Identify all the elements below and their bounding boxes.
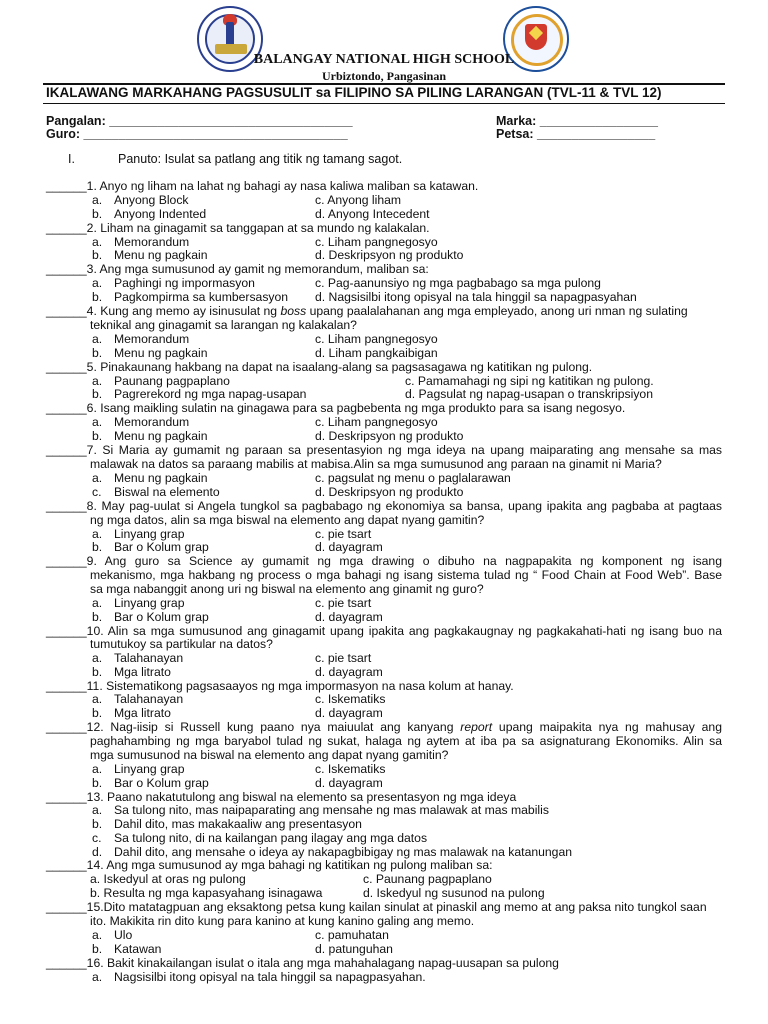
q15-option-a: Ulo bbox=[114, 928, 133, 942]
q1-option-d: d. Anyong Intecedent bbox=[315, 207, 430, 221]
q1-option-b: Anyong Indented bbox=[114, 207, 207, 221]
q3-option-c: c. Pag-aanunsiyo ng mga pagbabago sa mga pulong bbox=[315, 276, 601, 290]
q9-option-b-letter: b. bbox=[92, 610, 103, 624]
q14-option-b: b. Resulta ng mga kapasyahang isinagawa bbox=[90, 886, 323, 900]
teacher-field[interactable]: Guro: ______________________________________ bbox=[46, 127, 348, 141]
question-4-continued: teknikal ang ginagamit sa larangan ng kalakalan? bbox=[90, 318, 357, 332]
q9-option-c: c. pie tsart bbox=[315, 596, 372, 610]
question-3: ______3. Ang mga sumusunod ay gamit ng memorandum, maliban sa: bbox=[46, 262, 429, 276]
q8-option-a: Linyang grap bbox=[114, 527, 185, 541]
q2-option-d: d. Deskripsyon ng produkto bbox=[315, 248, 464, 262]
q12-option-b: Bar o Kolum grap bbox=[114, 776, 209, 790]
question-9-continued: mekanismo, mga hakbang ng process o mga bahagi ng isang sistema tulad ng “ Food Chain at Food Web”. Base bbox=[90, 568, 722, 582]
q7-option-b: Biswal na elemento bbox=[114, 485, 220, 499]
q6-option-d: d. Deskripsyon ng produkto bbox=[315, 429, 464, 443]
question-15: ______15.Dito matatagpuan ang eksaktong petsa kung kailan sinulat at pinaskil ang memo at ang paksa nito tungkol saan bbox=[46, 900, 707, 914]
q5-option-c: c. Pamamahagi ng sipi ng katitikan ng pulong. bbox=[405, 374, 654, 388]
q6-option-a-letter: a. bbox=[92, 415, 103, 429]
question-12-continued: paghahambing ng mga baryabol tulad ng sukat, halaga ng aytem at iba pa sa asignaturang Ekonomiks. Alin sa bbox=[90, 734, 722, 748]
q3-option-b: Pagkompirma sa kumbersasyon bbox=[114, 290, 289, 304]
q2-option-a-letter: a. bbox=[92, 235, 103, 249]
q14-option-d: d. Iskedyul ng susunod na pulong bbox=[363, 886, 545, 900]
instruction-text: Panuto: Isulat sa patlang ang titik ng tamang sagot. bbox=[118, 152, 403, 166]
q1-option-a: Anyong Block bbox=[114, 193, 189, 207]
q14-option-a: a. Iskedyul at oras ng pulong bbox=[90, 872, 246, 886]
q4-option-b-letter: b. bbox=[92, 346, 103, 360]
question-10-continued: tumutukoy sa partikular na datos? bbox=[90, 637, 273, 651]
question-4: ______4. Kung ang memo ay isinusulat ng boss upang paalalahanan ang mga empleyado, anong uri nman ng sulating bbox=[46, 304, 688, 318]
q7-option-b-letter: c. bbox=[92, 485, 102, 499]
q16-option-a-letter: a. bbox=[92, 970, 103, 984]
q15-option-b-letter: b. bbox=[92, 942, 103, 956]
q4-option-b: Menu ng pagkain bbox=[114, 346, 208, 360]
q9-option-b: Bar o Kolum grap bbox=[114, 610, 209, 624]
q11-option-a: Talahanayan bbox=[114, 692, 184, 706]
question-14: ______14. Ang mga sumusunod ay mga bahagi ng katitikan ng pulong maliban sa: bbox=[46, 858, 493, 872]
q4-option-d: d. Liham pangkaibigan bbox=[315, 346, 438, 360]
question-7: ______7. Si Maria ay gumamit ng paraan sa presentasyion ng mga ideya na upang maiparating ang mensahe sa mas bbox=[46, 443, 722, 457]
q10-option-b: Mga litrato bbox=[114, 665, 171, 679]
q12-option-b-letter: b. bbox=[92, 776, 103, 790]
date-field[interactable]: Petsa: _________________ bbox=[496, 127, 656, 141]
score-field[interactable]: Marka: _________________ bbox=[496, 114, 658, 128]
q13-option-c-letter: c. bbox=[92, 831, 102, 845]
q13-option-a-letter: a. bbox=[92, 803, 103, 817]
q11-option-c: c. Iskematiks bbox=[315, 692, 386, 706]
q3-option-a: Paghingi ng impormasyon bbox=[114, 276, 255, 290]
q8-option-d: d. dayagram bbox=[315, 540, 383, 554]
q6-option-b-letter: b. bbox=[92, 429, 103, 443]
school-name: BALANGAY NATIONAL HIGH SCHOOL bbox=[253, 52, 515, 67]
question-11: ______11. Sistematikong pagsasaayos ng mga impormasyon na nasa kolum at hanay. bbox=[46, 679, 514, 693]
q13-option-d: Dahil dito, ang mensahe o ideya ay nakapagbibigay ng mas malawak na katanungan bbox=[114, 845, 573, 859]
q3-option-b-letter: b. bbox=[92, 290, 103, 304]
q16-option-a: Nagsisilbi itong opisyal na tala hinggil sa napagpasyahan. bbox=[114, 970, 426, 984]
q4-option-a: Memorandum bbox=[114, 332, 190, 346]
q12-option-a-letter: a. bbox=[92, 762, 103, 776]
q11-option-b-letter: b. bbox=[92, 706, 103, 720]
q4-option-a-letter: a. bbox=[92, 332, 103, 346]
q6-option-c: c. Liham pangnegosyo bbox=[315, 415, 438, 429]
q10-option-a-letter: a. bbox=[92, 651, 103, 665]
q6-option-b: Menu ng pagkain bbox=[114, 429, 208, 443]
question-13: ______13. Paano nakatutulong ang biswal na elemento sa presentasyon ng mga ideya bbox=[46, 790, 517, 804]
question-15-continued: ito. Makikita rin dito kung para kanino at kung kanino galing ang memo. bbox=[90, 914, 475, 928]
exam-title: IKALAWANG MARKAHANG PAGSUSULIT sa FILIPINO SA PILING LARANGAN (TVL-11 & TVL 12) bbox=[46, 85, 662, 100]
report-term: report bbox=[460, 720, 493, 734]
section-number: I. bbox=[68, 152, 75, 166]
question-9-continued-2: sa mga nabanggit anong uri ng biswal na elemento ang ginamit ng guro? bbox=[90, 582, 484, 596]
q8-option-a-letter: a. bbox=[92, 527, 103, 541]
q4-option-c: c. Liham pangnegosyo bbox=[315, 332, 438, 346]
q14-option-c: c. Paunang pagpaplano bbox=[363, 872, 492, 886]
q10-option-d: d. dayagram bbox=[315, 665, 383, 679]
q11-option-a-letter: a. bbox=[92, 692, 103, 706]
q12-option-a: Linyang grap bbox=[114, 762, 185, 776]
q1-option-b-letter: b. bbox=[92, 207, 103, 221]
question-2: ______2. Liham na ginagamit sa tanggapan at sa mundo ng kalakalan. bbox=[46, 221, 430, 235]
q1-option-a-letter: a. bbox=[92, 193, 103, 207]
q2-option-a: Memorandum bbox=[114, 235, 190, 249]
q8-option-b: Bar o Kolum grap bbox=[114, 540, 209, 554]
q13-option-c: Sa tulong nito, di na kailangan pang ilagay ang mga datos bbox=[114, 831, 428, 845]
q9-option-a: Linyang grap bbox=[114, 596, 185, 610]
q1-option-c: c. Anyong liham bbox=[315, 193, 402, 207]
q11-option-d: d. dayagram bbox=[315, 706, 383, 720]
question-9: ______9. Ang guro sa Science ay gumamit ng mga drawing o dibuho na nagpapakita ng komponent ng isang bbox=[46, 554, 722, 568]
q15-option-a-letter: a. bbox=[92, 928, 103, 942]
question-8: ______8. May pag-uulat si Angela tungkol sa pagbabago ng ekonomiya sa bansa, upang ipakita ang pagbaba at pagtaas bbox=[46, 499, 722, 513]
q6-option-a: Memorandum bbox=[114, 415, 190, 429]
q5-option-a-letter: a. bbox=[92, 374, 103, 388]
name-field[interactable]: Pangalan: ___________________________________ bbox=[46, 114, 353, 128]
q10-option-c: c. pie tsart bbox=[315, 651, 372, 665]
q13-option-d-letter: d. bbox=[92, 845, 103, 859]
q5-option-b-letter: b. bbox=[92, 387, 103, 401]
q12-option-d: d. dayagram bbox=[315, 776, 383, 790]
q13-option-a: Sa tulong nito, mas naipaparating ang mensahe ng mas malawak at mas mabilis bbox=[114, 803, 549, 817]
q7-option-c: c. pagsulat ng menu o paglalarawan bbox=[315, 471, 511, 485]
q3-option-d: d. Nagsisilbi itong opisyal na tala hinggil sa napagpasyahan bbox=[315, 290, 637, 304]
q2-option-b: Menu ng pagkain bbox=[114, 248, 208, 262]
q7-option-a-letter: a. bbox=[92, 471, 103, 485]
q2-option-b-letter: b. bbox=[92, 248, 103, 262]
question-8-continued: ng mga datos, alin sa mga biswal na elemento ang dapat nyang gamitin? bbox=[90, 513, 485, 527]
q5-option-a: Paunang pagpaplano bbox=[114, 374, 230, 388]
question-7-continued: malawak na datos sa paraang mabilis at mabisa.Alin sa mga sumusunod ang paraan na ginamit ni Maria? bbox=[90, 457, 662, 471]
q11-option-b: Mga litrato bbox=[114, 706, 171, 720]
question-10: ______10. Alin sa mga sumusunod ang ginagamit upang ipakita ang pagkakaugnay ng pagkakahati-hati ng isang buo na bbox=[46, 624, 722, 638]
q10-option-a: Talahanayan bbox=[114, 651, 184, 665]
q15-option-d: d. patunguhan bbox=[315, 942, 393, 956]
q5-option-d: d. Pagsulat ng napag-usapan o transkripsiyon bbox=[405, 387, 653, 401]
q3-option-a-letter: a. bbox=[92, 276, 103, 290]
school-address: Urbiztondo, Pangasinan bbox=[321, 69, 447, 83]
question-16: ______16. Bakit kinakailangan isulat o itala ang mga mahahalagang napag-uusapan sa pulong bbox=[46, 956, 559, 970]
q7-option-d: d. Deskripsyon ng produkto bbox=[315, 485, 464, 499]
q2-option-c: c. Liham pangnegosyo bbox=[315, 235, 438, 249]
q8-option-c: c. pie tsart bbox=[315, 527, 372, 541]
question-1: ______1. Anyo ng liham na lahat ng bahagi ay nasa kaliwa maliban sa katawan. bbox=[46, 179, 479, 193]
question-12-continued-2: mga sumusunod na biswal na elemento ang dapat nyang gamitin? bbox=[90, 748, 449, 762]
q13-option-b: Dahil dito, mas makakaaliw ang presentasyon bbox=[114, 817, 362, 831]
q9-option-d: d. dayagram bbox=[315, 610, 383, 624]
q7-option-a: Menu ng pagkain bbox=[114, 471, 208, 485]
q12-option-c: c. Iskematiks bbox=[315, 762, 386, 776]
q15-option-b: Katawan bbox=[114, 942, 162, 956]
question-12: ______12. Nag-iisip si Russell kung paano nya maiuulat ang kanyang report upang maipakita nya ng mahusay ang bbox=[46, 720, 722, 734]
q13-option-b-letter: b. bbox=[92, 817, 103, 831]
q10-option-b-letter: b. bbox=[92, 665, 103, 679]
title-divider bbox=[43, 103, 725, 104]
q9-option-a-letter: a. bbox=[92, 596, 103, 610]
boss-term: boss bbox=[280, 304, 307, 318]
q8-option-b-letter: b. bbox=[92, 540, 103, 554]
question-6: ______6. Isang maikling sulatin na ginagawa para sa pagbebenta ng mga produkto para sa isang negosyo. bbox=[46, 401, 626, 415]
question-5: ______5. Pinakaunang hakbang na dapat na isaalang-alang sa pagsasagawa ng katitikan ng pulong. bbox=[46, 360, 593, 374]
instruction bbox=[68, 152, 402, 166]
q5-option-b: Pagrerekord ng mga napag-usapan bbox=[114, 387, 307, 401]
q15-option-c: c. pamuhatan bbox=[315, 928, 389, 942]
